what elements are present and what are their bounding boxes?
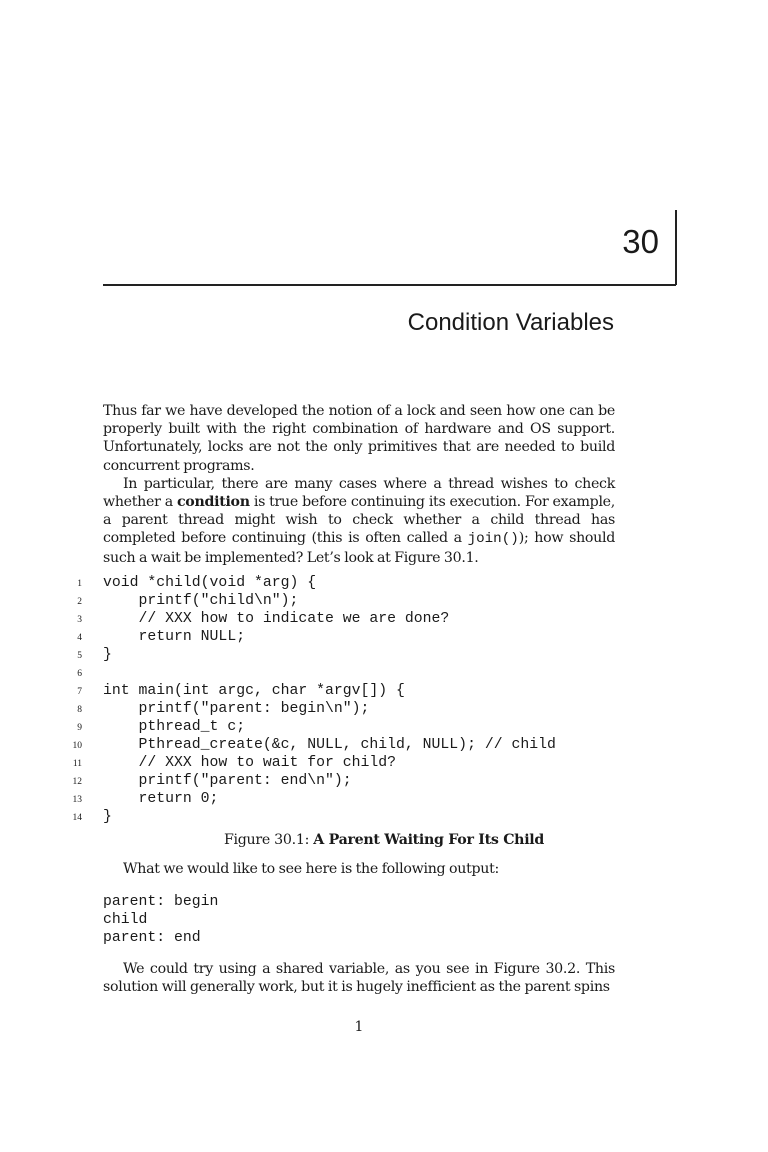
code-text: pthread_t c; [103,719,246,735]
line-number: 10 [72,741,82,751]
intro-p2-part-b: is true before continuing its execution. For example, a parent thread might wish to check whether a child thread has completed before continuing (this is often called a [103,494,615,547]
line-number: 14 [72,813,82,823]
page-number: 1 [354,1019,364,1035]
program-output [103,893,218,947]
code-text: return 0; [103,791,219,807]
line-number: 1 [77,579,82,589]
intro-p2-part-a: In particular, there are many cases where a thread wishes to check whether a [103,475,615,511]
code-text: } [103,647,112,663]
figure-caption [0,832,768,848]
code-text: printf("parent: end\n"); [103,773,352,789]
chapter-number: 30 [622,223,659,260]
output-line: child [103,912,148,928]
figure-label: Figure 30.1: [223,832,310,848]
line-number: 7 [77,687,82,697]
intro-paragraph-2 [103,475,615,567]
code-text: void *child(void *arg) { [103,575,317,591]
code-text: Pthread_create(&c, NULL, child, NULL); // child [103,737,556,753]
join-code: join() [467,531,519,548]
after-figure-text [103,860,615,878]
line-number: 5 [77,651,82,661]
code-text: // XXX how to wait for child? [103,755,397,771]
line-number: 13 [72,795,82,805]
code-text: return NULL; [103,629,246,645]
chapter-number-bar [675,210,677,285]
line-number: 3 [77,615,82,625]
condition-term: condition [176,494,250,511]
intro-paragraph-1: Thus far we have developed the notion of a lock and seen how one can be properly built with the right combination of hardware and OS support. Unfortunately, locks are not the only primitives that are needed to build concurrent programs. [103,403,615,474]
closing-text [103,960,615,996]
figure-title: A Parent Waiting For Its Child [313,832,544,848]
line-number: 9 [77,723,82,733]
closing-paragraph: We could try using a shared variable, as you see in Figure 30.2. This solution will generally work, but it is hugely inefficient as the parent spins [103,961,615,996]
line-number: 11 [72,759,82,769]
output-line: parent: begin [103,894,219,910]
chapter-title: Condition Variables [407,309,614,336]
after-figure-paragraph: What we would like to see here is the following output: [123,861,500,877]
line-number: 12 [72,777,82,787]
line-number: 8 [77,705,82,715]
code-text: printf("child\n"); [103,593,299,609]
line-number: 2 [77,597,82,607]
chapter-rule [103,284,676,286]
intro-text [103,402,615,567]
line-number: 6 [77,669,82,679]
code-text: printf("parent: begin\n"); [103,701,370,717]
intro-p2-part-c: ); how should such a wait be implemented? Let’s look at Figure 30.1. [103,530,616,566]
output-line: parent: end [103,930,201,946]
code-text: } [103,809,112,825]
code-text: int main(int argc, char *argv[]) { [103,683,405,699]
line-number: 4 [77,633,82,643]
code-text: // XXX how to indicate we are done? [103,611,450,627]
